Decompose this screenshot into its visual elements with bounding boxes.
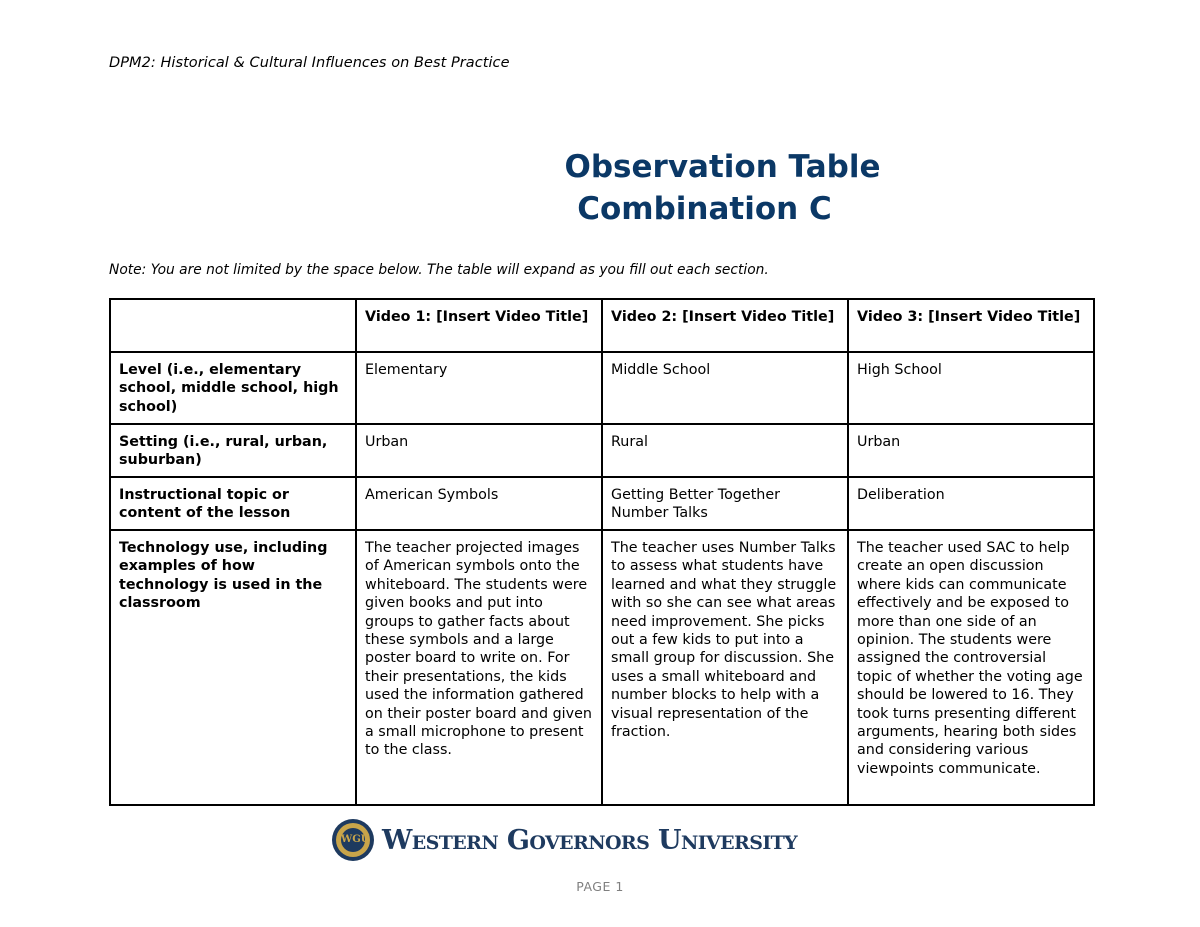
university-wordmark: Western Governors University <box>382 824 798 856</box>
document-header: DPM2: Historical & Cultural Influences on Best Practice <box>109 55 510 71</box>
cell-level-video-3[interactable]: High School <box>848 352 1094 424</box>
title-line-1: Observation Table <box>564 149 881 185</box>
observation-table <box>109 298 1095 806</box>
row-label-level: Level (i.e., elementary school, middle school, high school) <box>110 352 356 424</box>
table-corner-cell[interactable] <box>110 299 356 352</box>
cell-level-video-1[interactable]: Elementary <box>356 352 602 424</box>
page-number: PAGE 1 <box>576 879 624 894</box>
seal-lettering: WGU <box>341 828 365 852</box>
row-label-setting: Setting (i.e., rural, urban, suburban) <box>110 424 356 477</box>
title-line-2: Combination C <box>577 191 832 227</box>
column-header-video-2[interactable]: Video 2: [Insert Video Title] <box>602 299 848 352</box>
table-row-setting <box>110 424 1094 477</box>
university-seal-icon <box>332 819 374 861</box>
document-title <box>0 146 1200 230</box>
cell-technology-video-1[interactable]: The teacher projected images of American symbols onto the whiteboard. The students were given books and put into groups to gather facts about these symbols and a large poster board to write on. For their presentations, the kids used the information gathered on their poster board and given a small microphone to present to the class. <box>356 530 602 805</box>
cell-topic-video-1[interactable]: American Symbols <box>356 477 602 530</box>
cell-setting-video-3[interactable]: Urban <box>848 424 1094 477</box>
cell-setting-video-2[interactable]: Rural <box>602 424 848 477</box>
cell-level-video-2[interactable]: Middle School <box>602 352 848 424</box>
cell-technology-video-3[interactable]: The teacher used SAC to help create an open discussion where kids can communicate effectively and be exposed to more than one side of an opinion. The students were assigned the controversial topic of whether the voting age should be lowered to 16. They took turns presenting different arguments, hearing both sides and considering various viewpoints communicate. <box>848 530 1094 805</box>
table-row-technology <box>110 530 1094 805</box>
instruction-note: Note: You are not limited by the space below. The table will expand as you fill out each section. <box>109 262 769 278</box>
table-header-row <box>110 299 1094 352</box>
row-label-technology: Technology use, including examples of how technology is used in the classroom <box>110 530 356 805</box>
cell-topic-video-3[interactable]: Deliberation <box>848 477 1094 530</box>
wgu-logo <box>332 818 797 862</box>
column-header-video-3[interactable]: Video 3: [Insert Video Title] <box>848 299 1094 352</box>
row-label-topic: Instructional topic or content of the lesson <box>110 477 356 530</box>
cell-technology-video-2[interactable]: The teacher uses Number Talks to assess what students have learned and what they struggle with so she can see what areas need improvement. She picks out a few kids to put into a small group for discussion. She uses a small whiteboard and number blocks to help with a visual representation of the fraction. <box>602 530 848 805</box>
cell-topic-video-2[interactable]: Getting Better Together Number Talks <box>602 477 848 530</box>
table-row-level <box>110 352 1094 424</box>
cell-setting-video-1[interactable]: Urban <box>356 424 602 477</box>
table-row-topic <box>110 477 1094 530</box>
column-header-video-1[interactable]: Video 1: [Insert Video Title] <box>356 299 602 352</box>
